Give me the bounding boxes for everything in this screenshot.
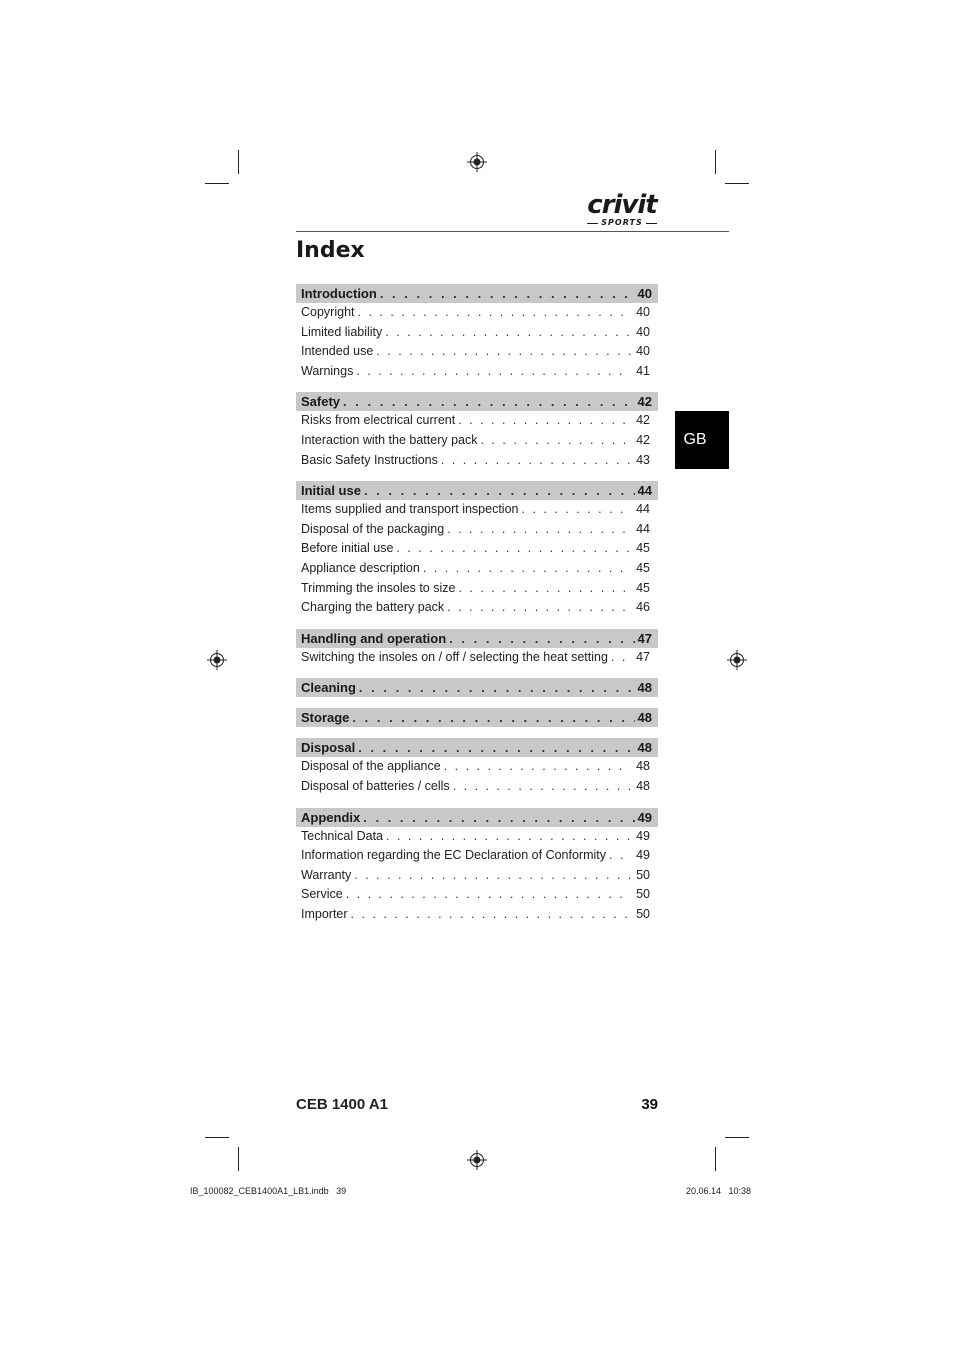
toc-entry-list <box>296 303 658 383</box>
toc-leader-dots <box>444 759 631 773</box>
toc-section-title: Appendix <box>301 809 361 825</box>
toc-leader-dots <box>358 305 632 319</box>
toc-section <box>296 678 658 697</box>
toc-entry[interactable] <box>301 305 650 325</box>
toc-section-page: 48 <box>637 680 652 696</box>
toc-entry[interactable] <box>301 413 650 433</box>
toc-section-title: Handling and operation <box>301 630 447 646</box>
toc-entry-page: 50 <box>636 906 650 921</box>
toc-entry-title: Copyright <box>301 305 355 319</box>
toc-entry-page: 50 <box>636 867 650 882</box>
toc-entry-page: 42 <box>636 432 650 447</box>
registration-mark-icon <box>467 152 487 172</box>
brand-logo-word: crivit <box>587 190 657 220</box>
toc-entry[interactable] <box>301 759 650 779</box>
toc-entry-title: Importer <box>301 906 348 921</box>
toc-entry-title: Disposal of the appliance <box>301 759 441 774</box>
brand-logo <box>584 192 660 228</box>
print-slug-file: IB_100082_CEB1400A1_LB1.indb 39 <box>190 1186 347 1196</box>
toc-entry-list <box>296 757 658 798</box>
registration-mark-icon <box>207 650 227 670</box>
toc-entry-title: Basic Safety Instructions <box>301 452 438 467</box>
toc-entry-title: Switching the insoles on / off / selecting the heat setting <box>301 649 608 664</box>
toc-entry-page: 43 <box>636 452 650 467</box>
toc-entry-page: 48 <box>636 759 650 774</box>
toc-leader-dots <box>447 522 631 536</box>
toc-section-heading[interactable] <box>296 738 658 757</box>
toc-entry[interactable] <box>301 344 650 364</box>
toc-entry[interactable] <box>301 779 650 799</box>
toc-leader-dots <box>352 710 634 725</box>
toc-entry[interactable] <box>301 887 650 907</box>
toc-entry[interactable] <box>301 453 650 473</box>
toc-section <box>296 708 658 727</box>
crop-mark <box>725 183 749 184</box>
toc-section-title: Storage <box>301 710 350 726</box>
toc-leader-dots <box>364 483 635 498</box>
crop-mark <box>238 1147 239 1171</box>
toc-entry-title: Warnings <box>301 363 354 378</box>
toc-entry[interactable] <box>301 581 650 601</box>
toc-section-title: Cleaning <box>301 680 356 696</box>
toc-section-title: Disposal <box>301 740 356 756</box>
toc-leader-dots <box>611 650 631 664</box>
toc-section-heading[interactable] <box>296 708 658 727</box>
toc-section <box>296 629 658 670</box>
toc-entry[interactable] <box>301 907 650 927</box>
toc-entry-page: 46 <box>636 600 650 615</box>
toc-entry-list <box>296 500 658 620</box>
toc-entry[interactable] <box>301 325 650 345</box>
toc-leader-dots <box>363 810 634 825</box>
toc-entry-page: 45 <box>636 560 650 575</box>
toc-entry-page: 50 <box>636 887 650 902</box>
toc-section-heading[interactable] <box>296 284 658 303</box>
toc-section-heading[interactable] <box>296 392 658 411</box>
toc-entry-title: Limited liability <box>301 324 383 339</box>
toc-leader-dots <box>396 541 631 555</box>
toc-section-heading[interactable] <box>296 808 658 827</box>
toc-entry[interactable] <box>301 848 650 868</box>
toc-entry-page: 45 <box>636 541 650 556</box>
toc-entry-title: Charging the battery pack <box>301 600 445 615</box>
toc-entry-page: 41 <box>636 363 650 378</box>
toc-leader-dots <box>449 631 634 646</box>
toc-leader-dots <box>351 907 631 921</box>
brand-logo-subtitle: SPORTS <box>584 218 660 228</box>
toc-entry-page: 40 <box>636 344 650 359</box>
toc-entry[interactable] <box>301 502 650 522</box>
toc-section <box>296 808 658 927</box>
toc-entry-title: Appliance description <box>301 560 420 575</box>
toc-entry[interactable] <box>301 600 650 620</box>
toc-leader-dots <box>441 453 631 467</box>
toc-entry-title: Items supplied and transport inspection <box>301 502 519 517</box>
toc-leader-dots <box>423 561 631 575</box>
toc-entry-page: 48 <box>636 778 650 793</box>
registration-mark-icon <box>467 1150 487 1170</box>
header-rule <box>296 231 729 232</box>
toc-entry-page: 45 <box>636 580 650 595</box>
toc-entry[interactable] <box>301 829 650 849</box>
footer-page-number: 39 <box>641 1096 658 1113</box>
toc-entry[interactable] <box>301 650 650 670</box>
toc-entry[interactable] <box>301 561 650 581</box>
language-tab: GB <box>675 411 729 469</box>
crop-mark <box>205 183 229 184</box>
toc-section-heading[interactable] <box>296 678 658 697</box>
footer-model: CEB 1400 A1 <box>296 1096 388 1113</box>
toc-leader-dots <box>380 286 635 301</box>
toc-entry[interactable] <box>301 364 650 384</box>
toc-entry-title: Before initial use <box>301 541 394 556</box>
toc-section <box>296 284 658 383</box>
toc-section-title: Safety <box>301 394 341 410</box>
toc-entry-title: Service <box>301 887 343 902</box>
toc-entry-page: 42 <box>636 413 650 428</box>
toc-leader-dots <box>480 433 631 447</box>
toc-entry[interactable] <box>301 433 650 453</box>
toc-entry[interactable] <box>301 868 650 888</box>
toc-section-title: Introduction <box>301 286 377 301</box>
toc-section <box>296 738 658 798</box>
toc-leader-dots <box>458 413 631 427</box>
toc-entry-title: Information regarding the EC Declaration of Conformity <box>301 848 607 863</box>
table-of-contents <box>296 284 658 935</box>
crop-mark <box>725 1137 749 1138</box>
toc-section-page: 40 <box>637 286 652 301</box>
toc-section-title: Initial use <box>301 483 361 499</box>
toc-leader-dots <box>343 394 635 409</box>
toc-entry-title: Warranty <box>301 867 352 882</box>
registration-mark-icon <box>727 650 747 670</box>
toc-leader-dots <box>385 325 631 339</box>
toc-leader-dots <box>447 600 631 614</box>
toc-entry-title: Disposal of batteries / cells <box>301 778 450 793</box>
crop-mark <box>715 150 716 174</box>
toc-entry-list <box>296 648 658 670</box>
toc-section-page: 48 <box>637 710 652 726</box>
toc-section-heading[interactable] <box>296 481 658 500</box>
toc-entry-title: Technical Data <box>301 828 383 843</box>
print-slug-datetime: 20.06.14 10:38 <box>686 1186 752 1196</box>
toc-entry-title: Disposal of the packaging <box>301 521 445 536</box>
toc-entry-page: 40 <box>636 324 650 339</box>
crop-mark <box>238 150 239 174</box>
toc-leader-dots <box>386 829 631 843</box>
toc-entry-list <box>296 827 658 927</box>
toc-leader-dots <box>356 364 631 378</box>
page-title: Index <box>296 238 365 263</box>
toc-entry-page: 49 <box>636 828 650 843</box>
toc-entry[interactable] <box>301 522 650 542</box>
toc-leader-dots <box>346 887 631 901</box>
toc-entry-title: Risks from electrical current <box>301 413 456 428</box>
toc-leader-dots <box>522 502 632 516</box>
toc-section-page: 49 <box>637 809 652 825</box>
toc-section-page: 47 <box>637 630 652 646</box>
toc-section-page: 44 <box>637 483 652 499</box>
toc-section-page: 42 <box>637 394 652 410</box>
toc-entry-page: 47 <box>636 649 650 664</box>
toc-leader-dots <box>376 344 631 358</box>
toc-leader-dots <box>359 680 635 695</box>
toc-leader-dots <box>453 779 631 793</box>
toc-entry[interactable] <box>301 541 650 561</box>
toc-entry-page: 44 <box>636 521 650 536</box>
toc-entry-page: 44 <box>636 502 650 517</box>
toc-leader-dots <box>358 740 634 755</box>
toc-leader-dots <box>609 848 631 862</box>
toc-entry-page: 40 <box>636 305 650 319</box>
crop-mark <box>205 1137 229 1138</box>
toc-leader-dots <box>354 868 631 882</box>
toc-entry-page: 49 <box>636 848 650 863</box>
toc-entry-title: Trimming the insoles to size <box>301 580 456 595</box>
toc-entry-title: Intended use <box>301 344 374 359</box>
toc-section <box>296 481 658 620</box>
toc-entry-list <box>296 411 658 472</box>
toc-entry-title: Interaction with the battery pack <box>301 432 478 447</box>
toc-section <box>296 392 658 472</box>
toc-section-heading[interactable] <box>296 629 658 648</box>
toc-leader-dots <box>458 581 631 595</box>
toc-section-page: 48 <box>637 740 652 756</box>
crop-mark <box>715 1147 716 1171</box>
